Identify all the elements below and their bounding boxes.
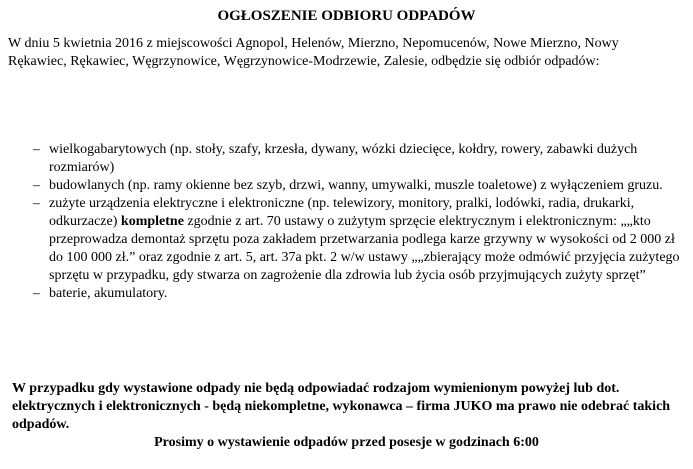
- list-item-electronic-waste: [8, 195, 680, 285]
- list-dash: –: [33, 178, 40, 193]
- list-item-text-after: zgodnie z art. 70 ustawy o zużytym sprzęcie elektrycznym i elektronicznym: „„kto przeprowadza demontaż sprzętu poza zakładem przetwarzania podlega karze grzywny w wysokości od 2 000 zł do 100 000 zł.” oraz zgodnie z art. 5, art. 37a pkt. 2 w/w ustawy „„zbierający może odmówić przyjęcia zużytego sprzętu w przypadku, gdy stwarza on zagrożenie dla zdrowia lub życia osób przyjmujących zużyty sprzęt”: [49, 214, 680, 283]
- waste-type-list: [8, 141, 680, 303]
- list-item-bulky-waste: [8, 141, 680, 177]
- footer-notice: W przypadku gdy wystawione odpady nie będą odpowiadać rodzajom wymienionym powyżej lub dot. elektrycznych i elektronicznych - będą niekompletne, wykonawca – firma JUKO ma prawo nie odebrać takich odpadów.: [12, 381, 671, 432]
- list-item-text: baterie, akumulatory.: [49, 286, 168, 301]
- list-item-text: wielkogabarytowych (np. stoły, szafy, krzesła, dywany, wózki dziecięce, kołdry, rowery, zabawki dużych rozmiarów): [49, 142, 638, 175]
- list-item-text: budowlanych (np. ramy okienne bez szyb, drzwi, wanny, umywalki, muszle toaletowe) z wyłączeniem gruzu.: [49, 178, 663, 193]
- list-dash: –: [33, 286, 40, 301]
- list-item-bold-complete: kompletne: [120, 214, 184, 229]
- intro-paragraph: W dniu 5 kwietnia 2016 z miejscowości Agnopol, Helenów, Mierzno, Nepomucenów, Nowe Mierzno, Nowy Rękawiec, Rękawiec, Węgrzynowice, Węgrzynowice-Modrzewie, Zalesie, odbędzie się odbiór odpadów:: [8, 36, 619, 69]
- closing-line: Prosimy o wystawienie odpadów przed posesje w godzinach 6:00: [154, 435, 539, 450]
- page-title: OGŁOSZENIE ODBIORU ODPADÓW: [217, 8, 476, 24]
- list-item-batteries: [8, 285, 680, 303]
- list-dash: –: [33, 196, 40, 211]
- list-item-text-before: zużyte urządzenia elektryczne i elektroniczne (np. telewizory, monitory, pralki, lodówki, radia, drukarki, odkurzacze): [49, 196, 635, 229]
- list-dash: –: [33, 142, 40, 157]
- list-item-construction-waste: [8, 177, 680, 195]
